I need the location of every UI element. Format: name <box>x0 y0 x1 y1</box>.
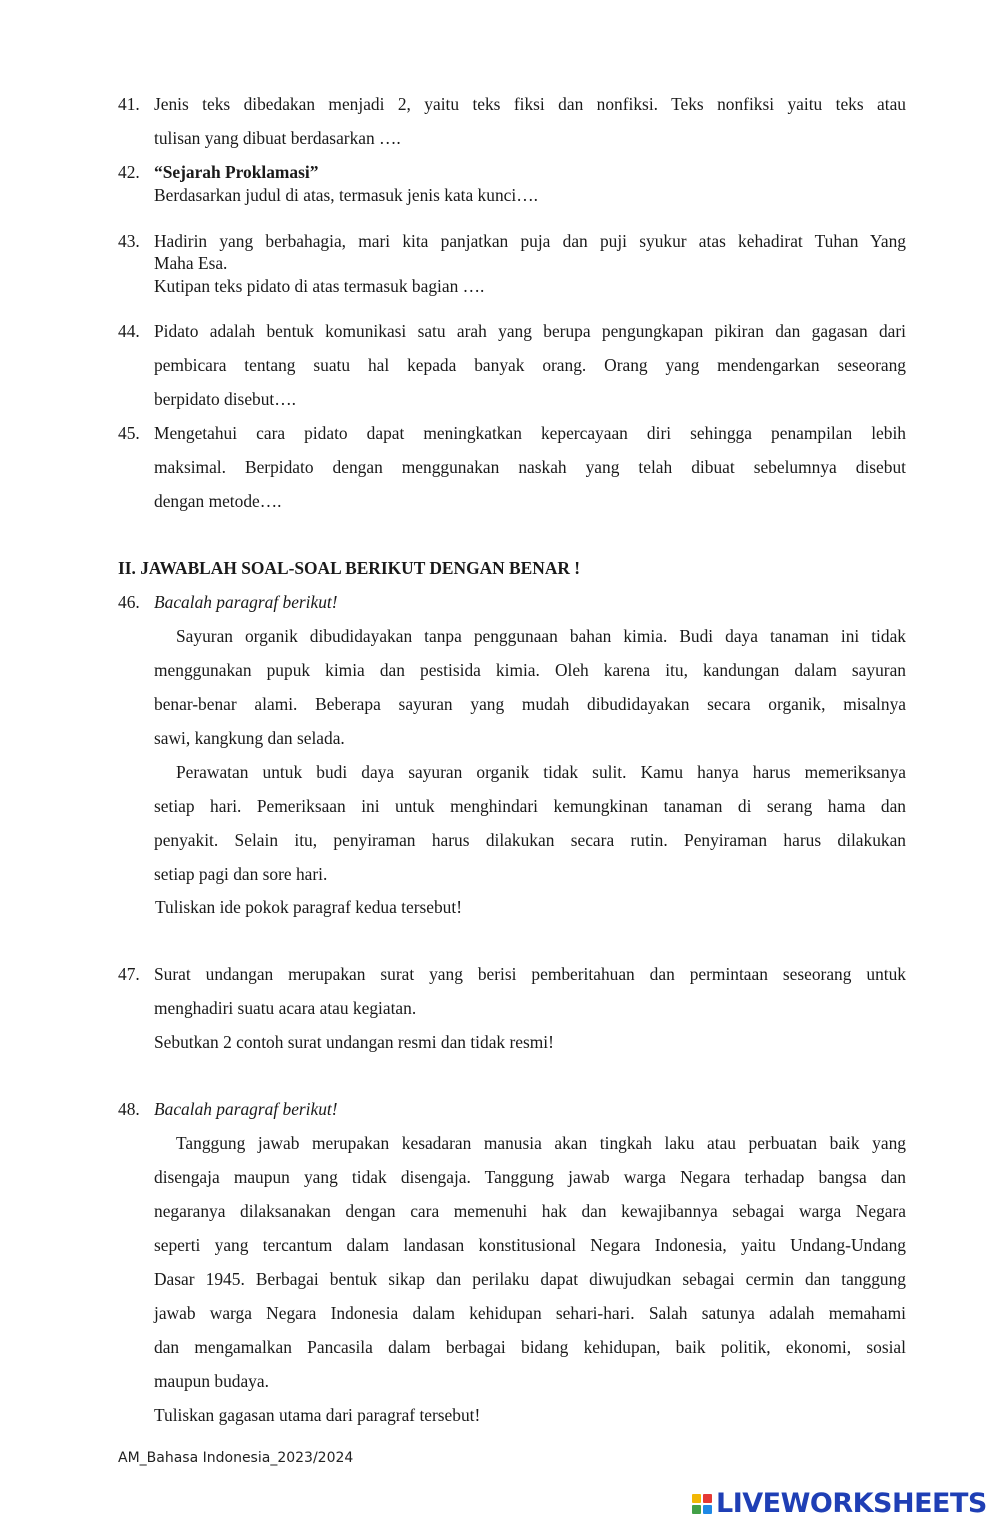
liveworksheets-logo[interactable] <box>692 1488 987 1519</box>
question-45-line-1: Mengetahui cara pidato dapat meningkatkan kepercayaan diri sehingga penampilan lebih <box>154 423 906 443</box>
question-43-line-2: Maha Esa. <box>154 253 228 273</box>
question-46-para2-line-1: Perawatan untuk budi daya sayuran organik tidak sulit. Kamu hanya harus memeriksanya <box>176 762 906 782</box>
question-48-task: Tuliskan gagasan utama dari paragraf tersebut! <box>154 1405 481 1425</box>
question-48-para-line-6: jawab warga Negara Indonesia dalam kehidupan sehari-hari. Salah satunya adalah memahami <box>154 1303 906 1323</box>
question-46-para2-line-2: setiap hari. Pemeriksaan ini untuk menghindari kemungkinan tanaman di serang hama dan <box>154 796 906 816</box>
question-48-number: 48. <box>118 1099 140 1119</box>
question-44-line-1: Pidato adalah bentuk komunikasi satu arah yang berupa pengungkapan pikiran dan gagasan dari <box>154 321 906 341</box>
question-43-line-3: Kutipan teks pidato di atas termasuk bagian …. <box>154 276 485 296</box>
question-45-number: 45. <box>118 423 140 443</box>
question-47-number: 47. <box>118 964 140 984</box>
logo-square-1 <box>692 1494 701 1503</box>
question-46-para1-line-2: menggunakan pupuk kimia dan pestisida kimia. Oleh karena itu, kandungan dalam sayuran <box>154 660 906 680</box>
question-46-task: Tuliskan ide pokok paragraf kedua tersebut! <box>155 897 462 917</box>
question-44-line-2: pembicara tentang suatu hal kepada banyak orang. Orang yang mendengarkan seseorang <box>154 355 906 375</box>
question-46-para2-line-4: setiap pagi dan sore hari. <box>154 864 328 884</box>
question-47-line-2: menghadiri suatu acara atau kegiatan. <box>154 998 417 1018</box>
question-44-line-3: berpidato disebut…. <box>154 389 296 409</box>
question-46-para1-line-1: Sayuran organik dibudidayakan tanpa penggunaan bahan kimia. Budi daya tanaman ini tidak <box>176 626 906 646</box>
question-48-para-line-2: disengaja maupun yang tidak disengaja. Tanggung jawab warga Negara terhadap bangsa dan <box>154 1167 906 1187</box>
question-46-instruction: Bacalah paragraf berikut! <box>154 592 338 612</box>
logo-text: LIVEWORKSHEETS <box>716 1488 987 1519</box>
question-46-para2-line-3: penyakit. Selain itu, penyiraman harus dilakukan secara rutin. Penyiraman harus dilakukan <box>154 830 906 850</box>
logo-squares-icon <box>692 1494 712 1514</box>
question-41-line-1: Jenis teks dibedakan menjadi 2, yaitu teks fiksi dan nonfiksi. Teks nonfiksi yaitu teks atau <box>154 94 906 114</box>
section-2-heading: II. JAWABLAH SOAL-SOAL BERIKUT DENGAN BENAR ! <box>118 558 581 578</box>
logo-square-4 <box>703 1505 712 1514</box>
question-45-line-3: dengan metode…. <box>154 491 282 511</box>
question-43-line-1: Hadirin yang berbahagia, mari kita panjatkan puja dan puji syukur atas kehadirat Tuhan Yang <box>154 231 906 251</box>
question-47-line-1: Surat undangan merupakan surat yang berisi pemberitahuan dan permintaan seseorang untuk <box>154 964 906 984</box>
question-42-title: “Sejarah Proklamasi” <box>154 162 319 182</box>
question-42-line-1: Berdasarkan judul di atas, termasuk jenis kata kunci…. <box>154 185 538 205</box>
question-46-number: 46. <box>118 592 140 612</box>
question-48-para-line-1: Tanggung jawab merupakan kesadaran manusia akan tingkah laku atau perbuatan baik yang <box>176 1133 906 1153</box>
question-41-line-2: tulisan yang dibuat berdasarkan …. <box>154 128 401 148</box>
question-41-number: 41. <box>118 94 140 114</box>
question-48-para-line-4: seperti yang tercantum dalam landasan konstitusional Negara Indonesia, yaitu Undang-Undang <box>154 1235 906 1255</box>
question-47-task: Sebutkan 2 contoh surat undangan resmi dan tidak resmi! <box>154 1032 554 1052</box>
question-43-number: 43. <box>118 231 140 251</box>
question-48-para-line-8: maupun budaya. <box>154 1371 269 1391</box>
question-46-para1-line-3: benar-benar alami. Beberapa sayuran yang mudah dibudidayakan secara organik, misalnya <box>154 694 906 714</box>
question-48-instruction: Bacalah paragraf berikut! <box>154 1099 338 1119</box>
logo-square-2 <box>703 1494 712 1503</box>
question-48-para-line-5: Dasar 1945. Berbagai bentuk sikap dan perilaku dapat diwujudkan sebagai cermin dan tanggung <box>154 1269 906 1289</box>
question-44-number: 44. <box>118 321 140 341</box>
footer-text: AM_Bahasa Indonesia_2023/2024 <box>118 1450 354 1466</box>
question-45-line-2: maksimal. Berpidato dengan menggunakan naskah yang telah dibuat sebelumnya disebut <box>154 457 906 477</box>
question-48-para-line-3: negaranya dilaksanakan dengan cara memenuhi hak dan kewajibannya sebagai warga Negara <box>154 1201 906 1221</box>
question-42-number: 42. <box>118 162 140 182</box>
logo-square-3 <box>692 1505 701 1514</box>
question-46-para1-line-4: sawi, kangkung dan selada. <box>154 728 345 748</box>
question-48-para-line-7: dan mengamalkan Pancasila dalam berbagai bidang kehidupan, baik politik, ekonomi, sosial <box>154 1337 906 1357</box>
